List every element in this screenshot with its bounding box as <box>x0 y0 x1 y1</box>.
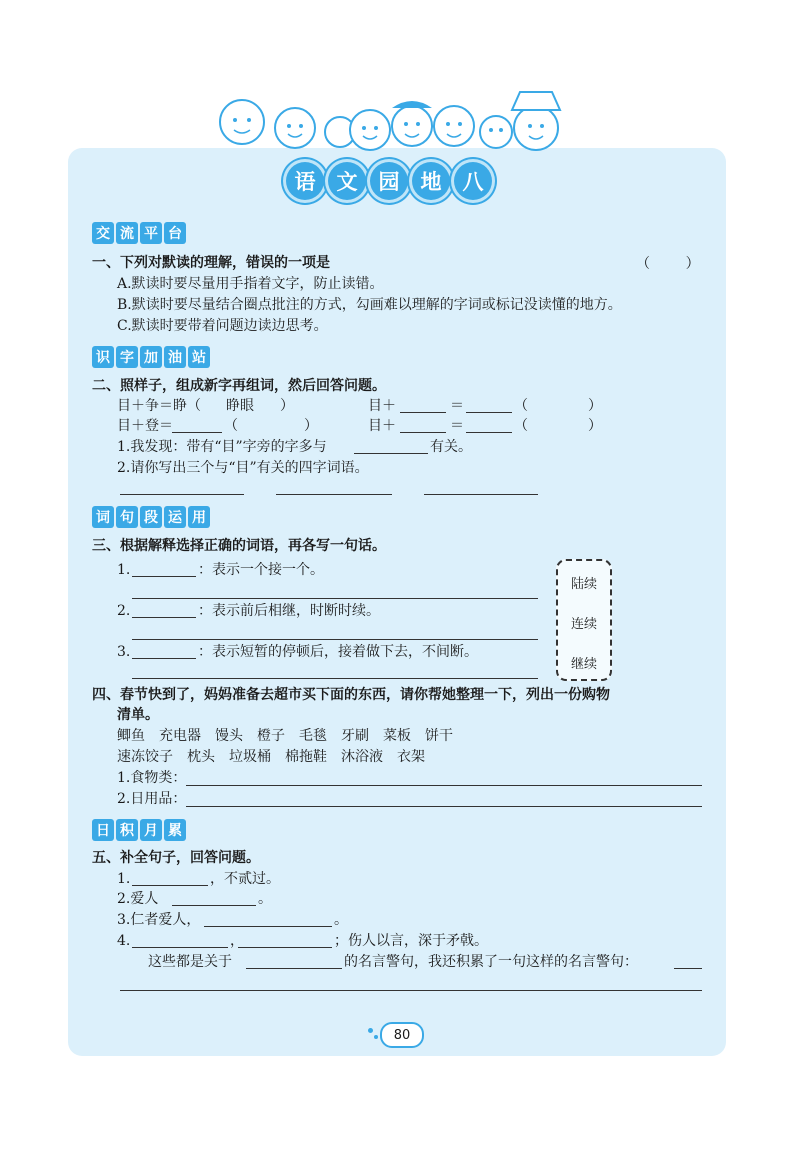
daily-label: 2.日用品： <box>117 791 187 807</box>
section-tag-char: 站 <box>188 346 210 368</box>
section-tag-char: 识 <box>92 346 114 368</box>
sentence-line[interactable] <box>132 598 538 599</box>
blank-line[interactable] <box>466 432 512 433</box>
question-3: 三、根据解释选择正确的词语，再各写一句话。 <box>92 538 386 554</box>
definition: ：表示短暂的停顿后，接着做下去，不间断。 <box>198 644 478 660</box>
food-answer-line[interactable] <box>186 785 702 786</box>
title-char: 语 <box>286 162 324 200</box>
daily-answer-line[interactable] <box>186 806 702 807</box>
blank-line[interactable] <box>466 412 512 413</box>
item-list: 鲫鱼 充电器 馒头 橙子 毛毯 牙刷 菜板 饼干 <box>117 728 453 744</box>
definition: ：表示前后相继，时断时续。 <box>198 603 380 619</box>
sentence-line[interactable] <box>132 639 538 640</box>
sub-question: 2.请你写出三个与“目”有关的四字词语。 <box>117 460 369 476</box>
section-tag-char: 运 <box>164 506 186 528</box>
section-tag-exchange <box>92 222 186 244</box>
item-number: 3. <box>117 644 131 660</box>
blank-line[interactable] <box>238 947 332 948</box>
page-number: 80 <box>380 1022 424 1048</box>
answer-line[interactable] <box>424 494 538 495</box>
blank-line[interactable] <box>132 947 228 948</box>
title-char: 地 <box>412 162 450 200</box>
item-number: 1. <box>117 562 131 578</box>
equals-sign: ＝ <box>450 418 464 434</box>
section-tag-char: 流 <box>116 222 138 244</box>
title-char: 八 <box>454 162 492 200</box>
section-tag-char: 累 <box>164 819 186 841</box>
page-title <box>286 162 492 202</box>
answer-line[interactable] <box>120 494 244 495</box>
equals-sign: ＝ <box>450 398 464 414</box>
question-4-cont: 清单。 <box>117 707 159 723</box>
section-tag-char: 句 <box>116 506 138 528</box>
decor-dot <box>368 1028 373 1033</box>
sentence-end: 。 <box>258 891 272 907</box>
blank-line[interactable] <box>132 658 196 659</box>
section-tag-char: 字 <box>116 346 138 368</box>
word-choice: 继续 <box>570 657 597 672</box>
sentence-end: ，不贰过。 <box>210 871 280 887</box>
example-answer: 睁眼 <box>226 398 254 414</box>
item-number: 1. <box>117 871 131 887</box>
section-tag-accumulation <box>92 819 186 841</box>
sub-question-end: 有关。 <box>430 439 472 455</box>
question-4: 四、春节快到了，妈妈准备去超市买下面的东西，请你帮她整理一下，列出一份购物 <box>92 687 610 703</box>
blank-line[interactable] <box>354 453 428 454</box>
close-paren: ） <box>280 398 294 414</box>
section-tag-char: 平 <box>140 222 162 244</box>
question-5: 五、补全句子，回答问题。 <box>92 850 260 866</box>
compose-label: 目＋ <box>368 418 396 434</box>
word-choice: 陆续 <box>570 577 597 592</box>
blank-line[interactable] <box>400 432 446 433</box>
comma: ， <box>230 933 244 949</box>
sentence-end: ；伤人以言，深于矛戟。 <box>334 933 488 949</box>
answer-paren[interactable]: （ ） <box>636 256 700 272</box>
example-row: 目＋争＝睁（ <box>117 398 201 414</box>
section-tag-char: 加 <box>140 346 162 368</box>
food-label: 1.食物类： <box>117 770 187 786</box>
blank-line[interactable] <box>172 905 256 906</box>
close-paren: ） <box>588 398 602 414</box>
quote-answer-line[interactable] <box>120 990 702 991</box>
section-tag-char: 积 <box>116 819 138 841</box>
section-tag-char: 台 <box>164 222 186 244</box>
section-tag-usage <box>92 506 210 528</box>
open-paren: （ <box>224 418 238 434</box>
section-tag-char: 油 <box>164 346 186 368</box>
section-tag-literacy <box>92 346 210 368</box>
summary-text: 这些都是关于 <box>148 954 232 970</box>
open-paren: （ <box>514 398 528 414</box>
kids-illustration <box>200 90 600 156</box>
close-paren: ） <box>588 418 602 434</box>
title-char: 园 <box>370 162 408 200</box>
compose-label: 目＋登＝ <box>117 418 173 434</box>
decor-dot <box>374 1035 378 1039</box>
open-paren: （ <box>514 418 528 434</box>
item-list: 速冻饺子 枕头 垃圾桶 棉拖鞋 沐浴液 衣架 <box>117 749 425 765</box>
word-choice-box <box>556 559 612 681</box>
section-tag-char: 日 <box>92 819 114 841</box>
sentence-end: 。 <box>334 912 348 928</box>
blank-line[interactable] <box>132 885 208 886</box>
sentence-start: 3.仁者爱人， <box>117 912 201 928</box>
close-paren: ） <box>304 418 318 434</box>
answer-line[interactable] <box>276 494 392 495</box>
summary-text-cont: 的名言警句，我还积累了一句这样的名言警句： <box>344 954 638 970</box>
question-2: 二、照样子，组成新字再组词，然后回答问题。 <box>92 378 386 394</box>
word-choice: 连续 <box>570 617 597 632</box>
sentence-line[interactable] <box>132 678 538 679</box>
title-char: 文 <box>328 162 366 200</box>
blank-line[interactable] <box>204 926 332 927</box>
sub-question: 1.我发现：带有“目”字旁的字多与 <box>117 439 327 455</box>
section-tag-char: 月 <box>140 819 162 841</box>
section-tag-char: 用 <box>188 506 210 528</box>
sentence-start: 2.爱人 <box>117 891 159 907</box>
section-tag-char: 段 <box>140 506 162 528</box>
item-number: 4. <box>117 933 131 949</box>
section-tag-char: 词 <box>92 506 114 528</box>
blank-line[interactable] <box>246 968 342 969</box>
question-1: 一、下列对默读的理解，错误的一项是 <box>92 255 330 271</box>
compose-label: 目＋ <box>368 398 396 414</box>
option-a: A.默读时要尽量用手指着文字，防止读错。 <box>117 276 384 292</box>
definition: ：表示一个接一个。 <box>198 562 324 578</box>
blank-line[interactable] <box>674 968 702 969</box>
blank-line[interactable] <box>132 617 196 618</box>
blank-line[interactable] <box>172 432 222 433</box>
blank-line[interactable] <box>400 412 446 413</box>
section-tag-char: 交 <box>92 222 114 244</box>
option-b: B.默读时要尽量结合圈点批注的方式，勾画难以理解的字词或标记没读懂的地方。 <box>117 297 622 313</box>
option-c: C.默读时要带着问题边读边思考。 <box>117 318 328 334</box>
blank-line[interactable] <box>132 576 196 577</box>
item-number: 2. <box>117 603 131 619</box>
